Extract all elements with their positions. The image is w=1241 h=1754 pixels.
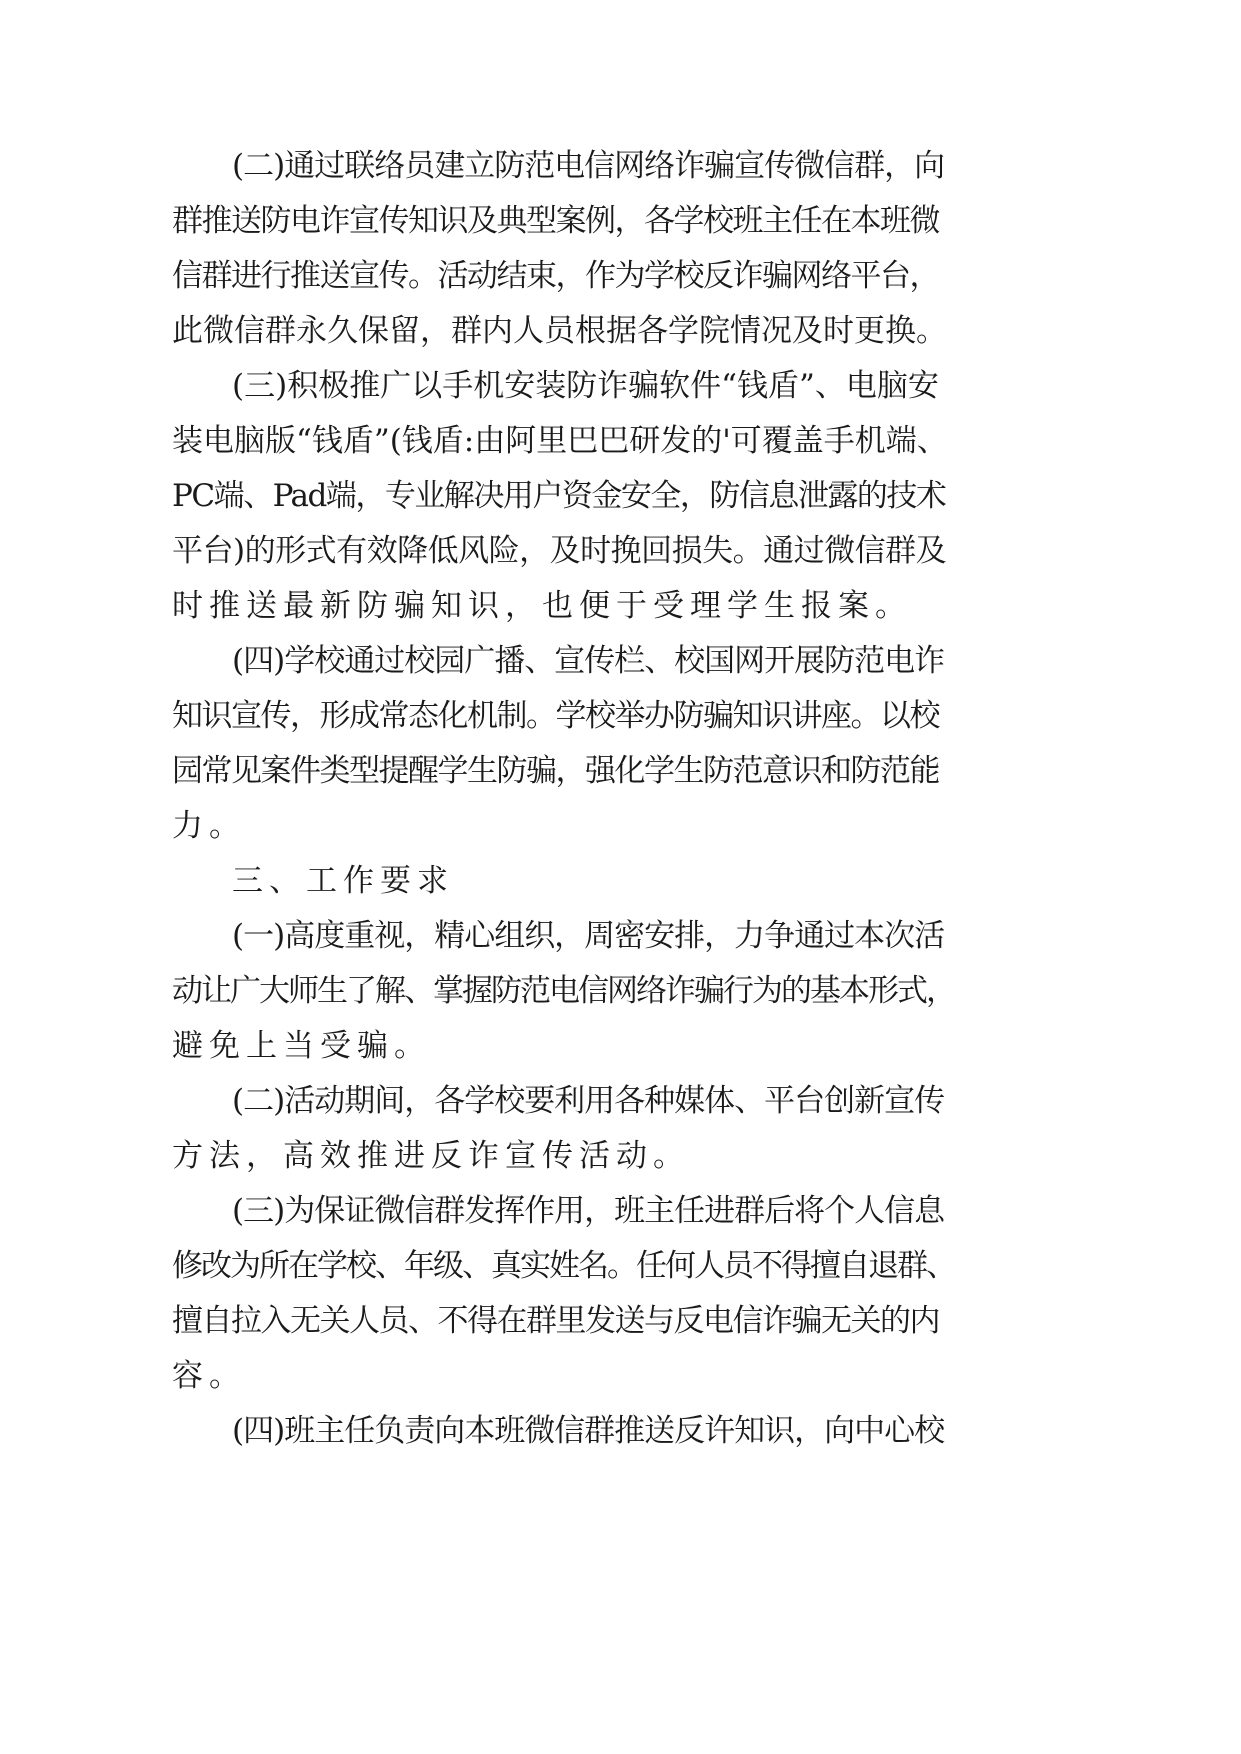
text-line: 修改为所在学校、年级、真实姓名。任何人员不得擅自退群、 [172,1248,955,1284]
text-line: 装电脑版“钱盾”(钱盾:由阿里巴巴研发的'可覆盖手机端、 [172,423,948,459]
text-line: PC端、Pad端，专业解决用户资金安全，防信息泄露的技术 [172,478,946,514]
text-line: 平台)的形式有效降低风险，及时挽回损失。通过微信群及 [172,533,947,569]
text-line: (三)积极推广以手机安装防诈骗软件“钱盾”、电脑安 [232,368,939,404]
text-line: 知识宣传，形成常态化机制。学校举办防骗知识讲座。以校 [172,698,939,734]
text-line: 动让广大师生了解、掌握防范电信网络诈骗行为的基本形式， [172,973,955,1009]
text-line: 时推送最新防骗知识，也便于受理学生报案。 [172,588,912,624]
text-line: (一)高度重视，精心组织，周密安排，力争通过本次活 [232,918,945,954]
text-line: 方法，高效推进反诈宣传活动。 [172,1138,690,1174]
text-line: 力。 [172,808,246,844]
text-line: 此微信群永久保留，群内人员根据各学院情况及时更换。 [172,313,947,349]
text-line: (四)学校通过校园广播、宣传栏、校国网开展防范电诈 [232,643,945,679]
text-line: (三)为保证微信群发挥作用，班主任进群后将个人信息 [232,1193,945,1229]
text-line: 擅自拉入无关人员、不得在群里发送与反电信诈骗无关的内 [172,1303,939,1339]
section-heading: 三、工作要求 [232,863,454,899]
text-line: 避免上当受骗。 [172,1028,431,1064]
text-line: (二)活动期间，各学校要利用各种媒体、平台创新宣传 [232,1083,945,1119]
text-line: 园常见案件类型提醒学生防骗，强化学生防范意识和防范能 [172,753,939,789]
text-line: (四)班主任负责向本班微信群推送反许知识，向中心校 [232,1413,945,1449]
text-line: 容。 [172,1358,246,1394]
text-line: (二)通过联络员建立防范电信网络诈骗宣传微信群，向 [232,148,945,184]
text-line: 群推送防电诈宣传知识及典型案例，各学校班主任在本班微 [172,203,939,239]
text-line: 信群进行推送宣传。活动结束，作为学校反诈骗网络平台， [172,258,939,294]
